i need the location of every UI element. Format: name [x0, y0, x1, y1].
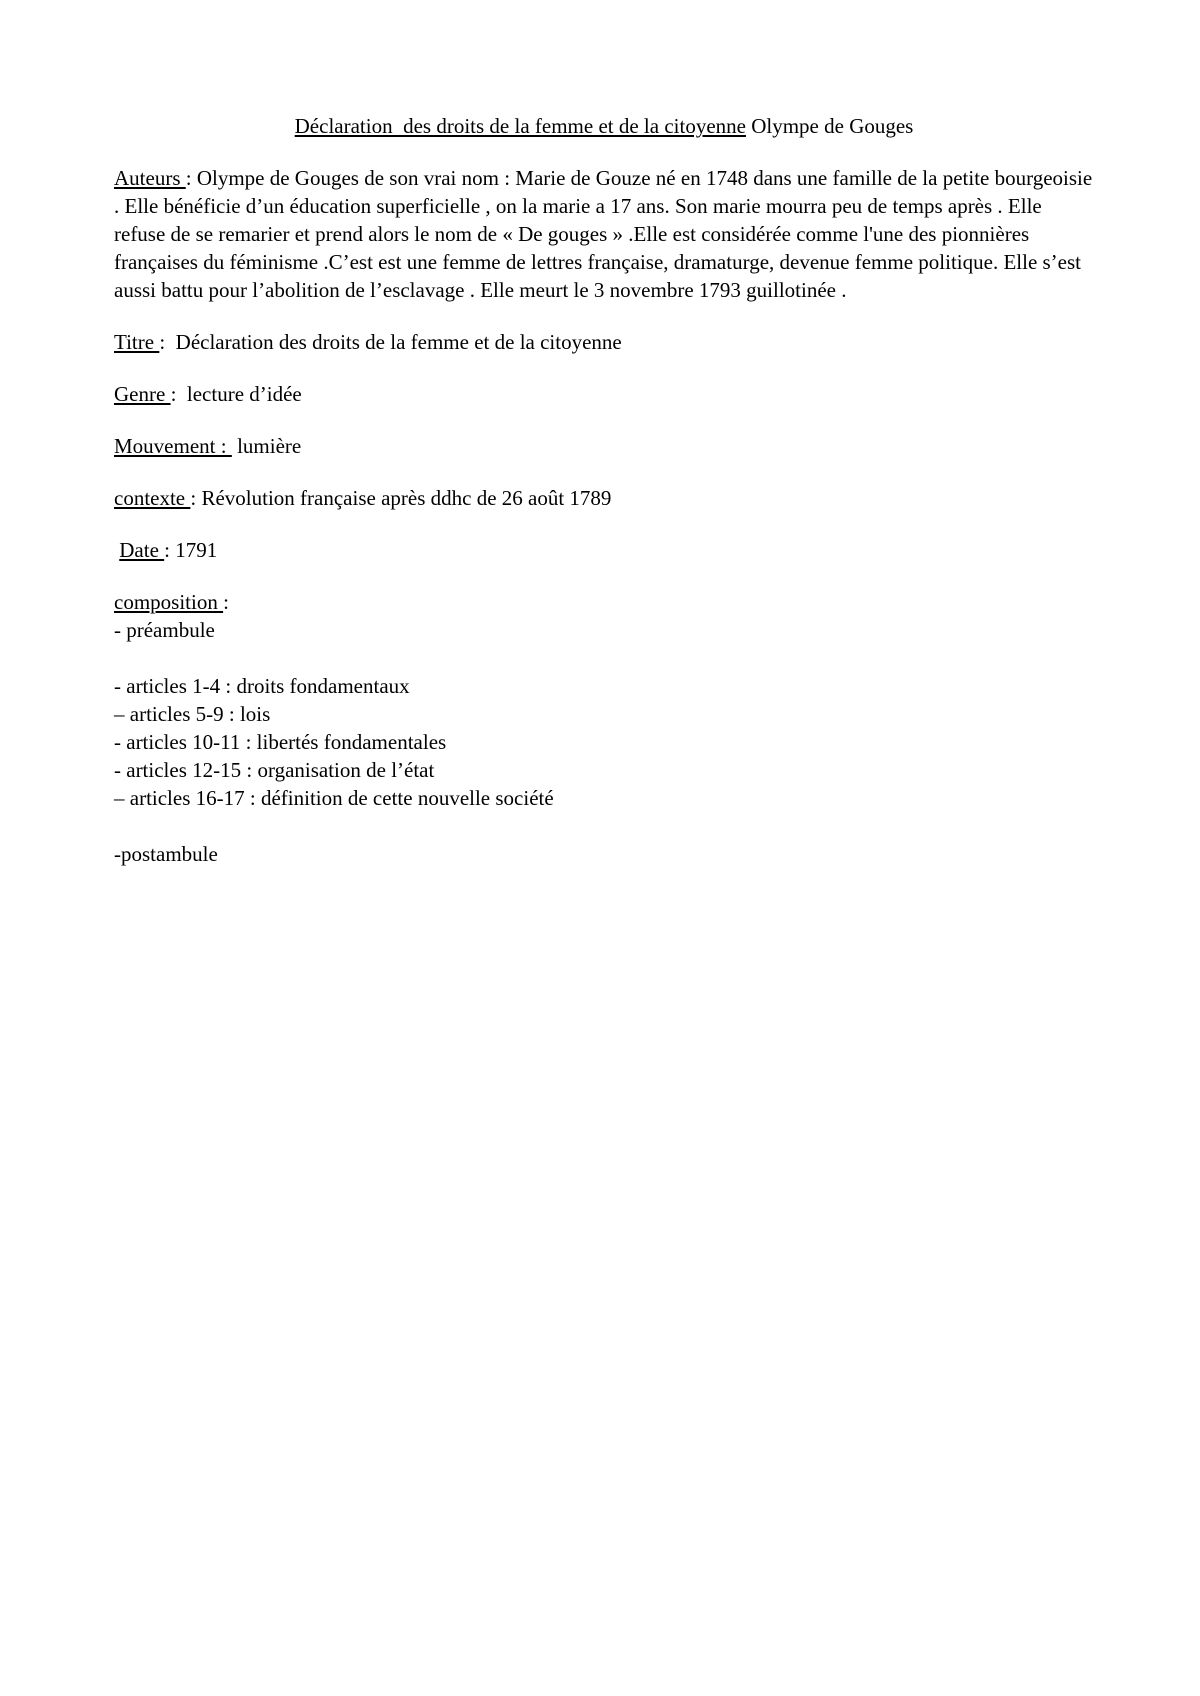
auteurs-text: : Olympe de Gouges de son vrai nom : Marie de Gouze né en 1748 dans une famille de la petite bourgeoisie . Elle bénéficie d’un éducation superficielle , on la marie a 17 ans. Son marie mourra peu de temps après . Elle refuse de se remarier et prend alors le nom de « De gouges » .Elle est considérée comme l'une des pionnières françaises du féminisme .C’est est une femme de lettres française, dramaturge, devenue femme politique. Elle s’est aussi battu pour l’abolition de l’esclavage . Elle meurt le 3 novembre 1793 guillotinée .	[114, 166, 1093, 302]
document-body	[114, 112, 1094, 868]
auteurs-label: Auteurs	[114, 166, 186, 190]
title-underlined: Déclaration des droits de la femme et de la citoyenne	[294, 114, 746, 138]
contexte-text: : Révolution française après ddhc de 26 août 1789	[190, 486, 612, 510]
composition-postambule-list	[114, 840, 1094, 868]
composition-label: composition	[114, 590, 224, 614]
spacer	[114, 812, 1094, 840]
composition-preambule-list	[114, 616, 1094, 644]
genre-field	[114, 380, 1094, 408]
list-item: – articles 5-9 : lois	[114, 702, 271, 726]
auteurs-paragraph	[114, 164, 1094, 304]
list-item: - préambule	[114, 618, 215, 642]
composition-articles-list	[114, 672, 1094, 812]
genre-label: Genre	[114, 382, 171, 406]
contexte-label: contexte	[114, 486, 191, 510]
list-item: - articles 10-11 : libertés fondamentales	[114, 730, 447, 754]
titre-text: : Déclaration des droits de la femme et de la citoyenne	[159, 330, 622, 354]
contexte-field	[114, 484, 1094, 512]
mouvement-label: Mouvement :	[114, 434, 232, 458]
titre-field	[114, 328, 1094, 356]
composition-text: :	[223, 590, 229, 614]
list-item: - articles 1-4 : droits fondamentaux	[114, 674, 410, 698]
titre-label: Titre	[114, 330, 160, 354]
composition-field	[114, 588, 1094, 616]
mouvement-field	[114, 432, 1094, 460]
date-label: Date	[119, 538, 165, 562]
mouvement-text: lumière	[231, 434, 302, 458]
list-item: -postambule	[114, 842, 218, 866]
spacer	[114, 644, 1094, 672]
date-text: : 1791	[164, 538, 218, 562]
list-item: – articles 16-17 : définition de cette nouvelle société	[114, 786, 554, 810]
genre-text: : lecture d’idée	[170, 382, 302, 406]
title-author: Olympe de Gouges	[745, 114, 914, 138]
date-field	[114, 536, 1094, 564]
document-title	[114, 112, 1094, 140]
list-item: - articles 12-15 : organisation de l’état	[114, 758, 435, 782]
